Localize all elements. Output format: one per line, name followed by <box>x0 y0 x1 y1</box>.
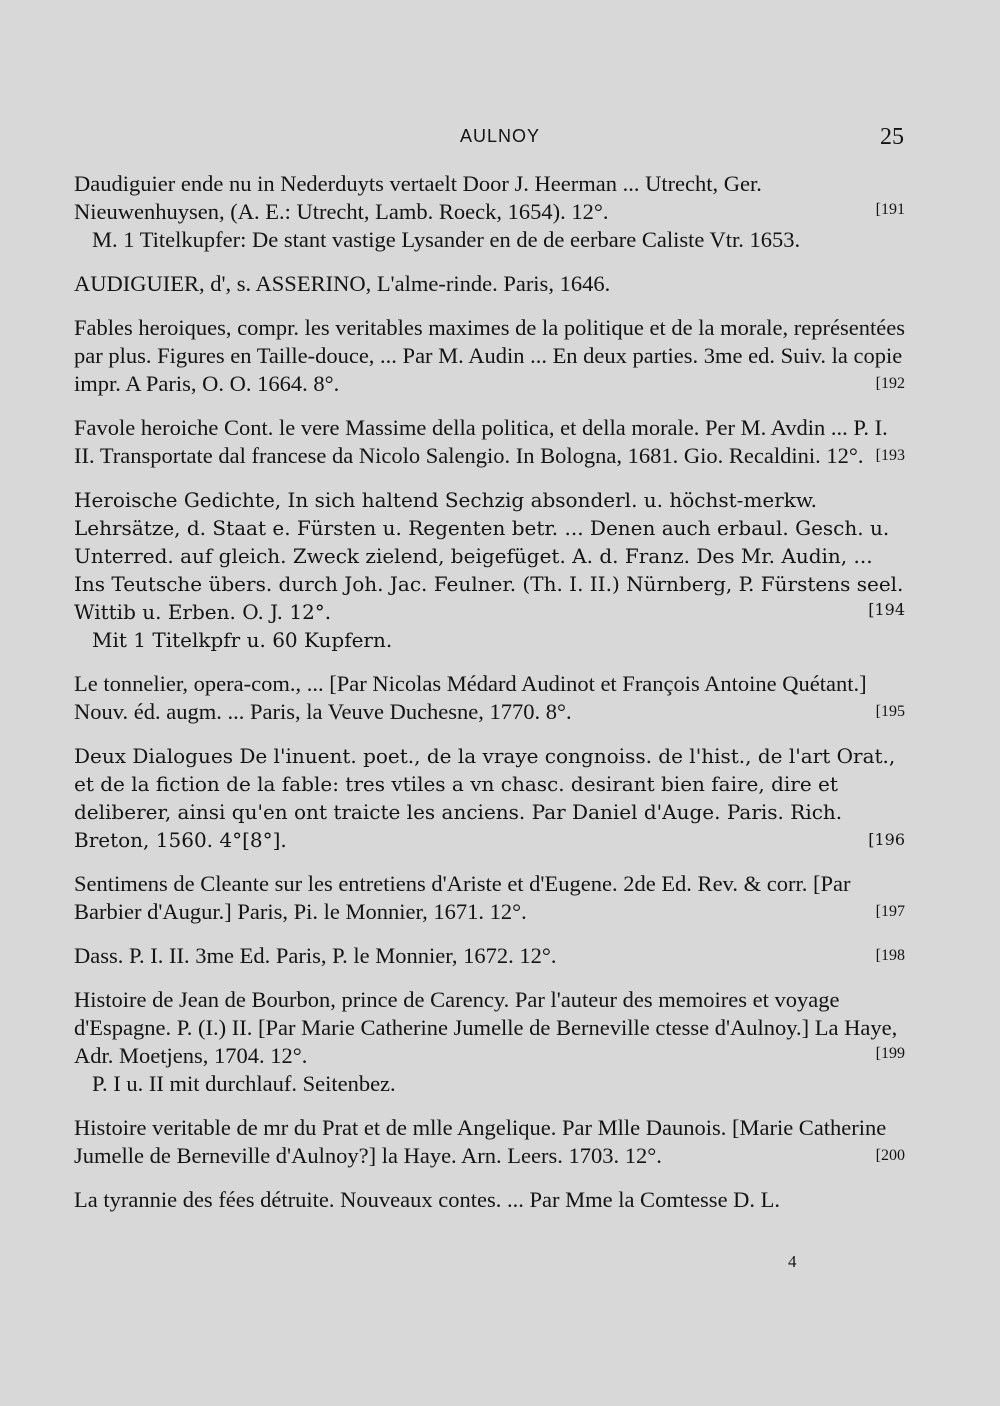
entry-text: Daudiguier ende nu in Nederduyts vertaelt Door J. Heerman ... Utrecht, Ger. Nieuwenhuysen, (A. E.: Utrecht, Lamb. Roeck, 1654). 12°. <box>74 171 762 224</box>
entry-text: Le tonnelier, opera-com., ... [Par Nicolas Médard Audinot et François Antoine Quétant.] Nouv. éd. augm. ... Paris, la Veuve Duchesne, 1770. 8°. <box>74 671 867 724</box>
entry-number: [193 <box>875 447 905 464</box>
entry-text: Fables heroiques, compr. les veritables maximes de la politique et de la morale, représentées par plus. Figures en Taille-douce, ... Par M. Audin ... En deux parties. 3me ed. Suiv. la copie impr. A Paris, O. O. 1664. 8°. <box>74 315 905 396</box>
entry-text: Histoire veritable de mr du Prat et de mlle Angelique. Par Mlle Daunois. [Marie Catherine Jumelle de Berneville d'Aulnoy?] la Haye. Arn. Leers. 1703. 12°. <box>74 1115 887 1168</box>
entry-text: Deux Dialogues De l'inuent. poet., de la vraye congnoiss. de l'hist., de l'art Orat., et de la fiction de la fable: tres vtiles a vn chasc. desirant bien faire, dire et deliberer, ainsi qu'en ont traicte les anciens. Par Daniel d'Auge. Paris. Rich. Breton, 1560. 4°[8°]. <box>74 744 896 852</box>
entry-text: AUDIGUIER, d', s. ASSERINO, L'alme-rinde. Paris, 1646. <box>74 271 611 296</box>
entry-text: Histoire de Jean de Bourbon, prince de Carency. Par l'auteur des memoires et voyage d'Espagne. P. (I.) II. [Par Marie Catherine Jumelle de Berneville ctesse d'Aulnoy.] La Haye, Adr. Moetjens, 1704. 12°. <box>74 987 898 1068</box>
entry-200 <box>74 1114 905 1170</box>
entry-197 <box>74 870 905 926</box>
entry-text: Heroische Gedichte, In sich haltend Sechzig absonderl. u. höchst-merkw. Lehrsätze, d. Staat e. Fürsten u. Regenten betr. ... Denen auch erbaul. Gesch. u. Unterred. auf gleich. Zweck zielend, beigefüget. A. d. Franz. Des Mr. Audin, ... Ins Teutsche übers. durch Joh. Jac. Feulner. (Th. I. II.) Nürnberg, P. Fürstens seel. Wittib u. Erben. O. J. 12°. <box>74 488 904 624</box>
entry-audiguier <box>74 270 905 298</box>
entry-note: M. 1 Titelkupfer: De stant vastige Lysander en de de eerbare Caliste Vtr. 1653. <box>92 227 801 252</box>
entry-199 <box>74 986 905 1098</box>
page-number: 25 <box>880 124 904 150</box>
entry-number: [197 <box>875 903 905 920</box>
entry-194 <box>74 486 905 654</box>
entry-195 <box>74 670 905 726</box>
entry-192 <box>74 314 905 398</box>
entry-number: [198 <box>875 947 905 964</box>
entry-number: [199 <box>875 1045 905 1062</box>
entry-note: Mit 1 Titelkpfr u. 60 Kupfern. <box>92 628 393 652</box>
entry-191 <box>74 170 905 254</box>
entry-198 <box>74 942 905 970</box>
entries <box>74 170 905 1230</box>
running-head: AULNOY <box>459 126 541 146</box>
entry-number: [192 <box>875 375 905 392</box>
entry-text: Dass. P. I. II. 3me Ed. Paris, P. le Monnier, 1672. 12°. <box>74 943 557 968</box>
entry-number: [200 <box>875 1147 905 1164</box>
entry-number: [195 <box>875 703 905 720</box>
entry-note: P. I u. II mit durchlauf. Seitenbez. <box>92 1071 396 1096</box>
entry-text: Sentimens de Cleante sur les entretiens d'Ariste et d'Eugene. 2de Ed. Rev. & corr. [Par Barbier d'Augur.] Paris, Pi. le Monnier, 1671. 12°. <box>74 871 851 924</box>
entry-number: [194 <box>868 600 905 619</box>
entry-text: La tyrannie des fées détruite. Nouveaux contes. ... Par Mme la Comtesse D. L. <box>74 1187 781 1212</box>
entry-text: Favole heroiche Cont. le vere Massime della politica, et della morale. Per M. Avdin ... P. I. II. Transportate dal francese da Nicolo Salengio. In Bologna, 1681. Gio. Recaldini. 12°. <box>74 415 888 468</box>
entry-tyrannie <box>74 1186 905 1214</box>
entry-196 <box>74 742 905 854</box>
signature-mark: 4 <box>788 1252 797 1271</box>
entry-number: [196 <box>868 830 905 849</box>
entry-193 <box>74 414 905 470</box>
entry-number: [191 <box>875 201 905 218</box>
